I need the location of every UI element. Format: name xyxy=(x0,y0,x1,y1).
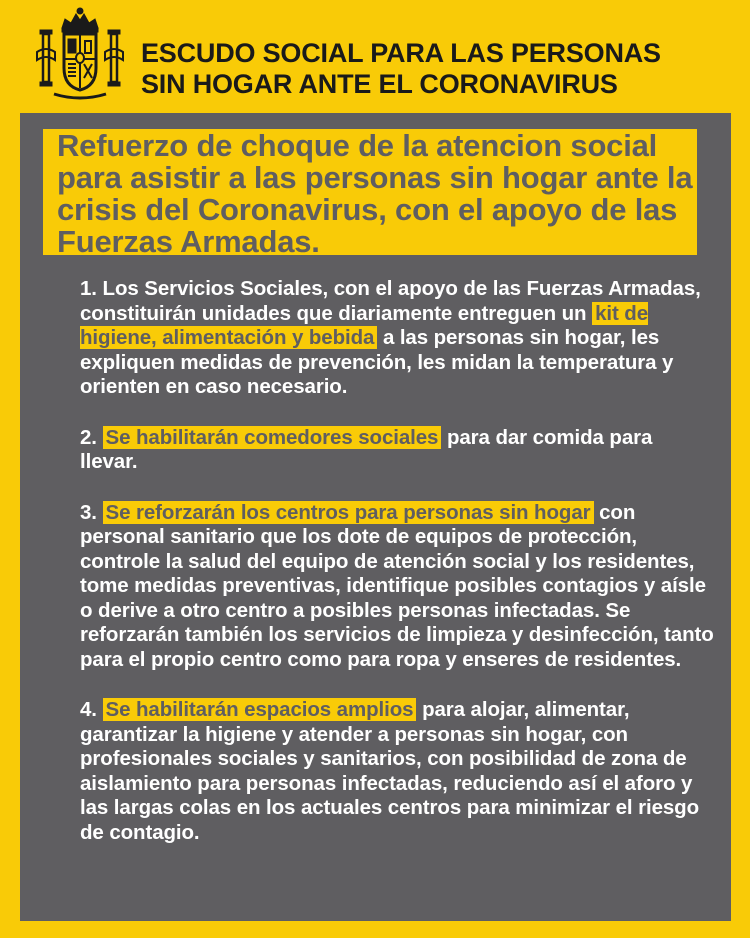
item-number: 1. xyxy=(80,277,97,300)
item-text: para dar comida para llevar. xyxy=(80,425,653,473)
item-highlight: Se habilitarán espacios amplios xyxy=(103,698,417,721)
item-number: 2. xyxy=(80,425,97,449)
list-item-4 xyxy=(80,698,715,845)
header xyxy=(0,0,750,112)
title-line-2: SIN HOGAR ANTE EL CORONAVIRUS xyxy=(141,69,618,99)
list-item-2 xyxy=(80,426,715,475)
subtitle: Refuerzo de choque de la atencion social para asistir a las personas sin hogar ante la crisis del Coronavirus, con el apoyo de las Fuerzas Armadas. xyxy=(57,128,693,259)
item-text: para alojar, alimentar, garantizar la higiene y atender a personas sin hogar, con profesionales sociales y sanitarios, con posibilidad de zona de aislamiento para personas infectadas, reduciendo así el aforo y las largas colas en los actuales centros para minimizar el riesgo de contagio. xyxy=(80,698,700,844)
content-panel xyxy=(20,113,731,921)
item-highlight: Se reforzarán los centros para personas sin hogar xyxy=(103,501,594,524)
item-text: Los Servicios Sociales, con el apoyo de las Fuerzas Armadas, constituirán unidades que diariamente entreguen un xyxy=(80,277,701,325)
item-highlight: Se habilitarán comedores sociales xyxy=(103,426,442,449)
list-item-3 xyxy=(80,501,715,673)
item-text: con personal sanitario que los dote de equipos de protección, controle la salud del equipo de atención social y los residentes, tome medidas preventivas, identifique posibles contagios y aísle o derive a otro centro a posibles personas infectadas. Se reforzarán también los servicios de limpieza y desinfección, tanto para el propio centro como para ropa y enseres de residentes. xyxy=(80,500,714,671)
item-number: 4. xyxy=(80,698,97,721)
title-line-1: ESCUDO SOCIAL PARA LAS PERSONAS xyxy=(141,38,661,68)
item-highlight: kit de higiene, alimentación y bebida xyxy=(80,301,649,349)
measures-list xyxy=(80,277,715,871)
item-text: a las personas sin hogar, les expliquen medidas de prevención, les midan la temperatura y orienten en caso necesario. xyxy=(80,326,674,398)
page-title xyxy=(141,38,741,100)
list-item-1 xyxy=(80,277,715,400)
spain-coat-of-arms-icon xyxy=(34,6,126,104)
item-number: 3. xyxy=(80,500,97,524)
